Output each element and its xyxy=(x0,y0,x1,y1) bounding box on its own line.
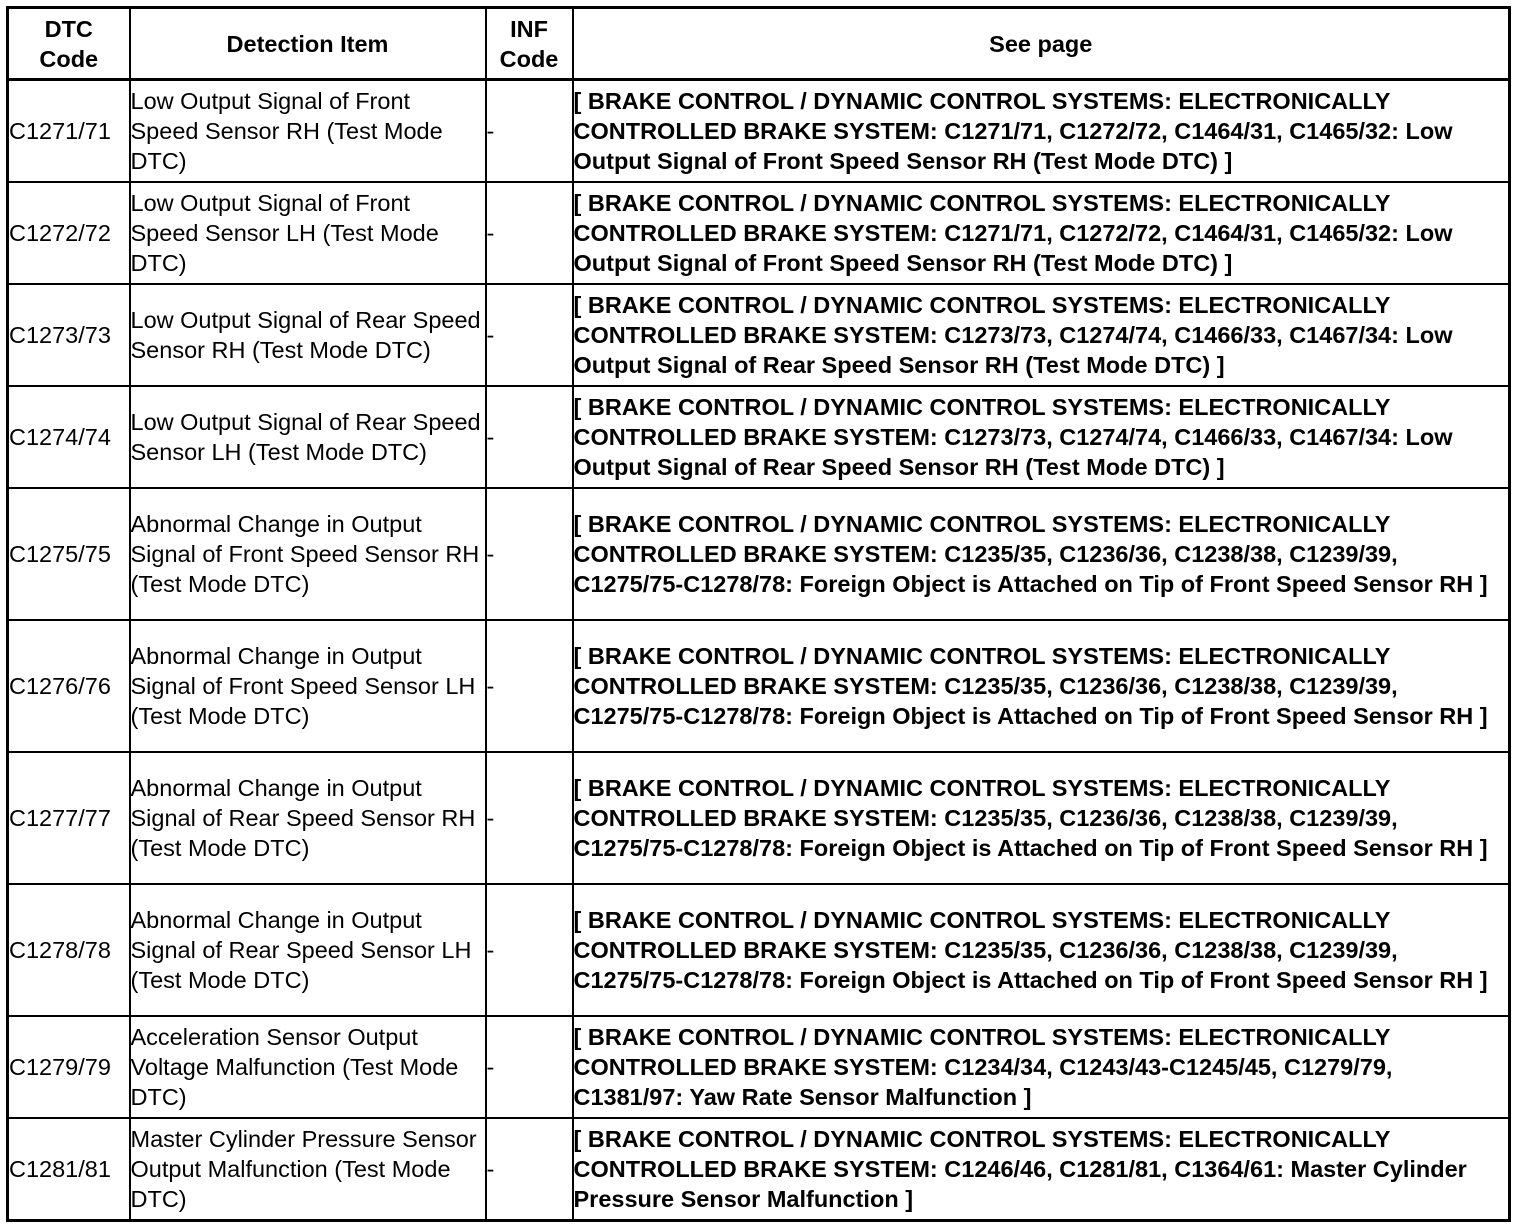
inf-code-cell: - xyxy=(486,80,573,183)
dtc-code-cell: C1271/71 xyxy=(8,80,130,183)
detection-item-cell: Abnormal Change in Output Signal of Front Speed Sensor LH (Test Mode DTC) xyxy=(130,620,486,752)
dtc-code-cell: C1279/79 xyxy=(8,1016,130,1118)
detection-item-cell: Abnormal Change in Output Signal of Rear Speed Sensor LH (Test Mode DTC) xyxy=(130,884,486,1016)
table-row xyxy=(8,620,1510,752)
header-dtc-code: DTC Code xyxy=(8,8,130,80)
dtc-code-cell: C1272/72 xyxy=(8,182,130,284)
dtc-code-cell: C1278/78 xyxy=(8,884,130,1016)
inf-code-cell: - xyxy=(486,488,573,620)
table-row xyxy=(8,488,1510,620)
table-row xyxy=(8,752,1510,884)
see-page-link[interactable]: [ BRAKE CONTROL / DYNAMIC CONTROL SYSTEMS: ELECTRONICALLY CONTROLLED BRAKE SYSTEM: C1273/73, C1274/74, C1466/33, C1467/34: Low Output Signal of Rear Speed Sensor RH (Test Mode DTC) ] xyxy=(573,386,1510,488)
dtc-code-cell: C1281/81 xyxy=(8,1118,130,1221)
see-page-link[interactable]: [ BRAKE CONTROL / DYNAMIC CONTROL SYSTEMS: ELECTRONICALLY CONTROLLED BRAKE SYSTEM: C1235/35, C1236/36, C1238/38, C1239/39, C1275/75-C1278/78: Foreign Object is Attached on Tip of Front Speed Sensor RH ] xyxy=(573,488,1510,620)
table-row xyxy=(8,284,1510,386)
inf-code-cell: - xyxy=(486,1016,573,1118)
dtc-code-cell: C1274/74 xyxy=(8,386,130,488)
table-row xyxy=(8,1118,1510,1221)
table-row xyxy=(8,80,1510,183)
header-detection-item: Detection Item xyxy=(130,8,486,80)
see-page-link[interactable]: [ BRAKE CONTROL / DYNAMIC CONTROL SYSTEMS: ELECTRONICALLY CONTROLLED BRAKE SYSTEM: C1235/35, C1236/36, C1238/38, C1239/39, C1275/75-C1278/78: Foreign Object is Attached on Tip of Front Speed Sensor RH ] xyxy=(573,620,1510,752)
table-body xyxy=(8,80,1510,1221)
inf-code-cell: - xyxy=(486,386,573,488)
detection-item-cell: Low Output Signal of Rear Speed Sensor LH (Test Mode DTC) xyxy=(130,386,486,488)
dtc-code-cell: C1273/73 xyxy=(8,284,130,386)
table-row xyxy=(8,182,1510,284)
dtc-code-cell: C1277/77 xyxy=(8,752,130,884)
detection-item-cell: Acceleration Sensor Output Voltage Malfunction (Test Mode DTC) xyxy=(130,1016,486,1118)
inf-code-cell: - xyxy=(486,182,573,284)
inf-code-cell: - xyxy=(486,284,573,386)
detection-item-cell: Low Output Signal of Front Speed Sensor RH (Test Mode DTC) xyxy=(130,80,486,183)
table-row xyxy=(8,386,1510,488)
detection-item-cell: Master Cylinder Pressure Sensor Output Malfunction (Test Mode DTC) xyxy=(130,1118,486,1221)
inf-code-cell: - xyxy=(486,752,573,884)
see-page-link[interactable]: [ BRAKE CONTROL / DYNAMIC CONTROL SYSTEMS: ELECTRONICALLY CONTROLLED BRAKE SYSTEM: C1235/35, C1236/36, C1238/38, C1239/39, C1275/75-C1278/78: Foreign Object is Attached on Tip of Front Speed Sensor RH ] xyxy=(573,884,1510,1016)
inf-code-cell: - xyxy=(486,1118,573,1221)
header-inf-code: INF Code xyxy=(486,8,573,80)
dtc-table xyxy=(6,6,1511,1222)
inf-code-cell: - xyxy=(486,620,573,752)
table-row xyxy=(8,884,1510,1016)
detection-item-cell: Abnormal Change in Output Signal of Front Speed Sensor RH (Test Mode DTC) xyxy=(130,488,486,620)
detection-item-cell: Low Output Signal of Front Speed Sensor LH (Test Mode DTC) xyxy=(130,182,486,284)
dtc-code-cell: C1275/75 xyxy=(8,488,130,620)
dtc-code-cell: C1276/76 xyxy=(8,620,130,752)
detection-item-cell: Abnormal Change in Output Signal of Rear Speed Sensor RH (Test Mode DTC) xyxy=(130,752,486,884)
detection-item-cell: Low Output Signal of Rear Speed Sensor RH (Test Mode DTC) xyxy=(130,284,486,386)
see-page-link[interactable]: [ BRAKE CONTROL / DYNAMIC CONTROL SYSTEMS: ELECTRONICALLY CONTROLLED BRAKE SYSTEM: C1271/71, C1272/72, C1464/31, C1465/32: Low Output Signal of Front Speed Sensor RH (Test Mode DTC) ] xyxy=(573,182,1510,284)
see-page-link[interactable]: [ BRAKE CONTROL / DYNAMIC CONTROL SYSTEMS: ELECTRONICALLY CONTROLLED BRAKE SYSTEM: C1246/46, C1281/81, C1364/61: Master Cylinder Pressure Sensor Malfunction ] xyxy=(573,1118,1510,1221)
table-row xyxy=(8,1016,1510,1118)
table-header xyxy=(8,8,1510,80)
header-see-page: See page xyxy=(573,8,1510,80)
see-page-link[interactable]: [ BRAKE CONTROL / DYNAMIC CONTROL SYSTEMS: ELECTRONICALLY CONTROLLED BRAKE SYSTEM: C1235/35, C1236/36, C1238/38, C1239/39, C1275/75-C1278/78: Foreign Object is Attached on Tip of Front Speed Sensor RH ] xyxy=(573,752,1510,884)
see-page-link[interactable]: [ BRAKE CONTROL / DYNAMIC CONTROL SYSTEMS: ELECTRONICALLY CONTROLLED BRAKE SYSTEM: C1234/34, C1243/43-C1245/45, C1279/79, C1381/97: Yaw Rate Sensor Malfunction ] xyxy=(573,1016,1510,1118)
see-page-link[interactable]: [ BRAKE CONTROL / DYNAMIC CONTROL SYSTEMS: ELECTRONICALLY CONTROLLED BRAKE SYSTEM: C1273/73, C1274/74, C1466/33, C1467/34: Low Output Signal of Rear Speed Sensor RH (Test Mode DTC) ] xyxy=(573,284,1510,386)
inf-code-cell: - xyxy=(486,884,573,1016)
see-page-link[interactable]: [ BRAKE CONTROL / DYNAMIC CONTROL SYSTEMS: ELECTRONICALLY CONTROLLED BRAKE SYSTEM: C1271/71, C1272/72, C1464/31, C1465/32: Low Output Signal of Front Speed Sensor RH (Test Mode DTC) ] xyxy=(573,80,1510,183)
